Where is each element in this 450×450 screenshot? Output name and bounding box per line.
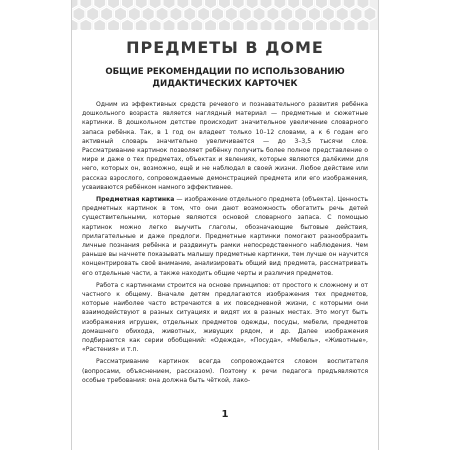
hexagon-shape	[295, 7, 307, 21]
hexagon-shape	[205, 19, 217, 30]
hexagon-shape	[101, 7, 113, 21]
hexagon-shape	[94, 0, 106, 9]
hexagon-shape	[315, 19, 327, 30]
hexagon-shape	[191, 0, 203, 9]
hexagon-shape	[315, 0, 327, 9]
hexagon-shape	[253, 7, 265, 21]
page-subtitle: ОБЩИЕ РЕКОМЕНДАЦИИ ПО ИСПОЛЬЗОВАНИЮ ДИДАКТИЧЕСКИХ КАРТОЧЕК	[105, 67, 345, 89]
hexagon-shape	[149, 19, 161, 30]
hexagon-shape	[163, 0, 175, 9]
hexagon-shape	[246, 19, 258, 30]
hexagon-pattern	[72, 0, 378, 30]
hexagon-shape	[329, 0, 341, 9]
hexagon-shape	[73, 7, 85, 21]
hexagon-shape	[260, 19, 272, 30]
hexagon-shape	[191, 19, 203, 30]
hexagon-shape	[225, 7, 237, 21]
hexagon-shape	[121, 19, 133, 30]
hexagon-shape	[184, 7, 196, 21]
hexagon-shape	[329, 19, 341, 30]
hexagon-shape	[302, 0, 314, 9]
hexagon-shape	[211, 7, 223, 21]
hexagon-shape	[114, 7, 126, 21]
hexagon-shape	[218, 0, 230, 9]
hexagon-shape	[350, 7, 362, 21]
hexagon-shape	[205, 0, 217, 9]
page-title: ПРЕДМЕТЫ В ДОМЕ	[126, 38, 324, 57]
hexagon-shape	[128, 7, 140, 21]
paragraph: Одним из эффективных средств речевого и познавательного развития ребёнка дошкольного возраста является наглядный материал — предметные и сюжетные картинки. В дошкольном детстве происходит значительное увеличение словарного запаса ребёнка. Так, в 1 год он владеет только 10–12 словами, а к 6 годам его активный словарь значительно увеличивается — до 3–3,5 тысячи слов. Рассматривание картинок позволяет ребёнку получить более полное представление о мире и даже о тех предметах, объектах и явлениях, которые являются далёкими для него, которых он, возможно, ещё и не наблюдал в своей жизни. Любое действие или рассказ взрослого, сопровождаемые демонстрацией предмета или его изображения, усваиваются ребёнком намного эффективнее.	[82, 101, 368, 191]
hexagon-shape	[142, 7, 154, 21]
hexagon-shape	[274, 19, 286, 30]
hexagon-shape	[177, 0, 189, 9]
hexagon-shape	[94, 19, 106, 30]
hexagon-shape	[302, 19, 314, 30]
hexagon-shape	[121, 0, 133, 9]
hexagon-shape	[232, 19, 244, 30]
document-page	[72, 0, 378, 450]
hexagon-shape	[267, 7, 279, 21]
hexagon-shape	[288, 0, 300, 9]
hexagon-shape	[135, 0, 147, 9]
hexagon-shape	[246, 0, 258, 9]
hexagon-shape	[343, 19, 355, 30]
hexagon-shape	[80, 19, 92, 30]
hexagon-shape	[218, 19, 230, 30]
hexagon-shape	[357, 19, 369, 30]
hexagon-shape	[108, 0, 120, 9]
hexagon-shape	[232, 0, 244, 9]
hexagon-shape	[156, 7, 168, 21]
hexagon-shape	[281, 7, 293, 21]
hexagon-shape	[239, 7, 251, 21]
hexagon-shape	[108, 19, 120, 30]
hexagon-shape	[322, 7, 334, 21]
hexagon-shape	[364, 7, 376, 21]
body-text	[82, 100, 368, 388]
paragraph: Предметная картинка — изображение отдельного предмета (объекта). Ценность предметных картинок в том, что они дают возможность обогатить речь детей существительными, которые являются основой словарного запаса. С помощью картинок можно легко выучить глаголы, обозначающие бытовые действия, прилагательные и даже предлоги. Предметные картинки помогают разнообразить личные познания ребёнка и раздвинуть рамки непосредственного наблюдения. Чем раньше вы начнете показывать малышу предметные картинки, тем лучше он научится концентрировать своё внимание, анализировать общий вид предмета, рассматривать его отдельные части, а также находить общие черты и различия предметов.	[82, 196, 369, 277]
page-number: 1	[221, 409, 229, 420]
hexagon-shape	[343, 0, 355, 9]
hexagon-shape	[163, 19, 175, 30]
hexagon-shape	[135, 19, 147, 30]
hexagon-shape	[198, 7, 210, 21]
hexagon-shape	[336, 7, 348, 21]
hexagon-shape	[177, 19, 189, 30]
paragraph: Работа с картинками строится на основе принципов: от простого к сложному и от частного к общему. Вначале детям предлагаются изображения тех предметов, которые наиболее часто встречаются в их повседневной жизни, с которыми они взаимодействуют в разных ситуациях и видят их в разных местах. Это могут быть изображения игрушек, отдельных предметов одежды, посуды, мебели, предметов домашнего обихода, животных, живущих рядом, и др. Далее изображения подбираются как серии обобщений: «Одежда», «Посуда», «Мебель», «Животные», «Растения» и т.п.	[82, 281, 368, 354]
hexagon-pattern-header	[72, 0, 378, 30]
hexagon-shape	[260, 0, 272, 9]
hexagon-shape	[80, 0, 92, 9]
hexagon-shape	[357, 0, 369, 9]
hexagon-shape	[87, 7, 99, 21]
hexagon-shape	[274, 0, 286, 9]
paragraph: Рассматривание картинок всегда сопровождается словом воспитателя (вопросами, объяснением, рассказом). Поэтому к речи педагога предъявляются особые требования: она должна быть чёткой, лако-	[82, 358, 368, 384]
hexagon-shape	[288, 19, 300, 30]
hexagon-shape	[170, 7, 182, 21]
hexagon-shape	[308, 7, 320, 21]
hexagon-shape	[149, 0, 161, 9]
